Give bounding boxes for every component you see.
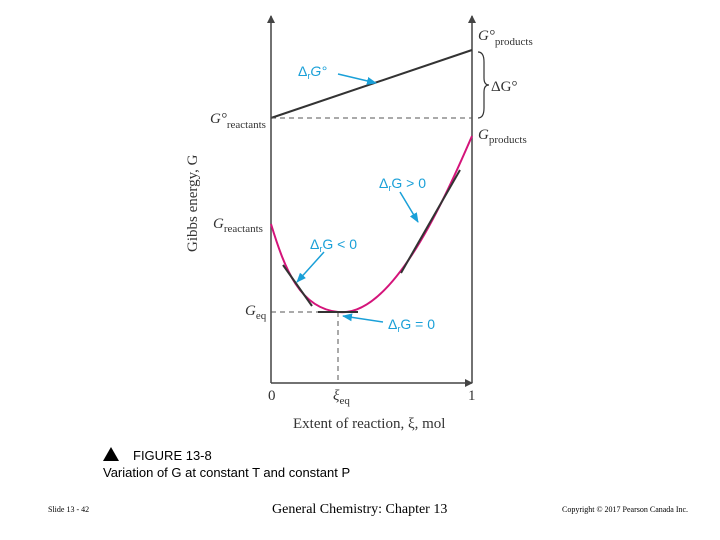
footer-copyright: Copyright © 2017 Pearson Canada Inc. [562, 505, 689, 514]
label-delta-g-std: ΔG° [491, 79, 518, 95]
standard-gibbs-line [271, 50, 472, 118]
arrow-drg-std [338, 74, 376, 83]
label-drg-zero: $\Delta_rG = 0$ [388, 316, 435, 334]
footer-chapter: General Chemistry: Chapter 13 [272, 502, 448, 517]
label-drg-positive: $\Delta_rG > 0$ [379, 175, 426, 193]
arrow-drg-negative [297, 252, 324, 282]
label-g-reactants-std: $G^\circ_{reactants}$ [210, 111, 266, 131]
slide-number: Slide 13 - 42 [48, 505, 90, 514]
label-drg-std: $\Delta_rG^\circ$ [298, 63, 327, 81]
x-tick-0: 0 [268, 388, 276, 404]
label-g-reactants: $G_{reactants}$ [213, 216, 263, 235]
label-g-products-std: $G^\circ_{products}$ [478, 28, 533, 48]
label-g-products: $G_{products}$ [478, 127, 527, 146]
triangle-icon [103, 447, 119, 461]
x-tick-1: 1 [468, 388, 476, 404]
delta-g-std-brace [478, 52, 489, 118]
arrow-drg-zero [343, 316, 383, 322]
x-axis-label: Extent of reaction, ξ, mol [293, 416, 446, 432]
y-axis-label: Gibbs energy, G [185, 154, 201, 252]
label-g-eq: $G_{eq}$ [245, 303, 267, 322]
gibbs-energy-curve [271, 136, 472, 312]
figure-number: FIGURE 13-8 [133, 448, 212, 463]
x-tick-xi-eq: $\xi_{eq}$ [333, 388, 350, 407]
label-drg-negative: $\Delta_rG < 0$ [310, 236, 357, 254]
arrow-drg-positive [400, 192, 418, 222]
figure-title: Variation of G at constant T and constant P [103, 465, 351, 480]
